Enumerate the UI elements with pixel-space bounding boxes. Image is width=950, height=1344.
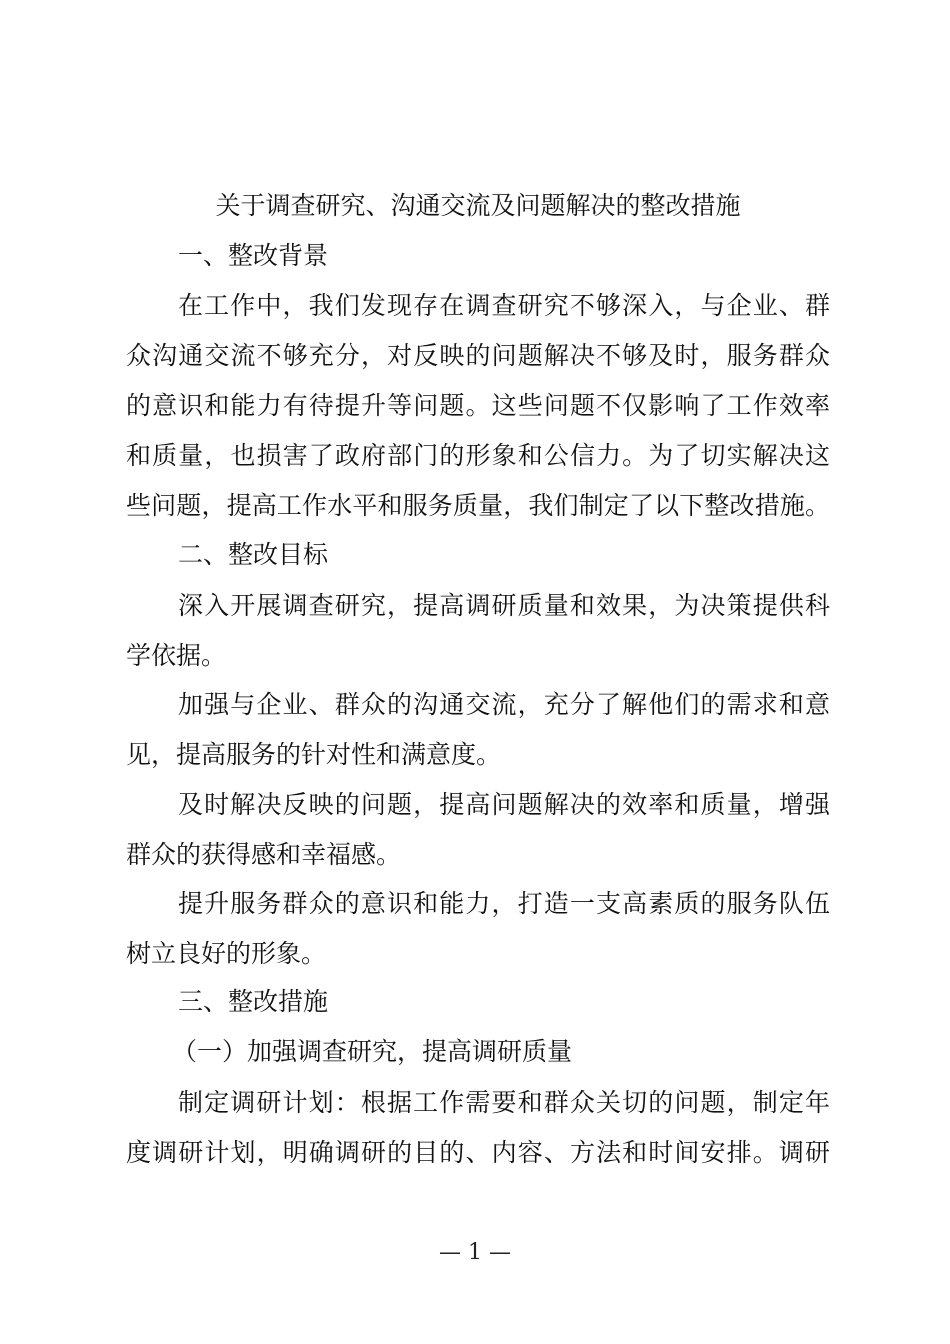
paragraph-line: 深入开展调查研究，提高调研质量和效果，为决策提供科 [178,591,830,620]
paragraph-line: 众沟通交流不够充分，对反映的问题解决不够及时，服务群众 [126,341,830,370]
goal-paragraph [126,780,830,880]
paragraph-line: 群众的获得感和幸福感。 [126,840,402,869]
section-heading-background: 一、整改背景 [178,241,329,270]
goal-paragraph [126,680,830,780]
paragraph-line: 树立良好的形象。 [126,939,327,968]
paragraph-line: 些问题，提高工作水平和服务质量，我们制定了以下整改措施。 [126,491,830,520]
measures-paragraph [126,1078,830,1178]
paragraph-line: 度调研计划，明确调研的目的、内容、方法和时间安排。调研 [126,1138,830,1167]
section-heading-measures: 三、整改措施 [178,987,329,1016]
section-heading-goals: 二、整改目标 [178,540,329,569]
paragraph-line: 制定调研计划：根据工作需要和群众关切的问题，制定年 [178,1088,830,1117]
subsection-heading: （一）加强调查研究，提高调研质量 [172,1037,573,1066]
paragraph-line: 的意识和能力有待提升等问题。这些问题不仅影响了工作效率 [126,391,830,420]
page-number: — 1 — [439,1240,511,1265]
paragraph-line: 和质量，也损害了政府部门的形象和公信力。为了切实解决这 [126,441,830,470]
goal-paragraph [126,879,830,979]
paragraph-line: 学依据。 [126,641,227,670]
paragraph-line: 在工作中，我们发现存在调查研究不够深入，与企业、群 [178,291,830,320]
paragraph-line: 提升服务群众的意识和能力，打造一支高素质的服务队伍 [178,889,830,918]
goal-paragraph [126,581,830,681]
paragraph-line: 及时解决反映的问题，提高问题解决的效率和质量，增强 [178,790,830,819]
background-paragraph [126,281,830,531]
paragraph-line: 加强与企业、群众的沟通交流，充分了解他们的需求和意 [178,690,830,719]
paragraph-line: 见，提高服务的针对性和满意度。 [126,740,502,769]
document-title: 关于调查研究、沟通交流及问题解决的整改措施 [215,191,741,220]
